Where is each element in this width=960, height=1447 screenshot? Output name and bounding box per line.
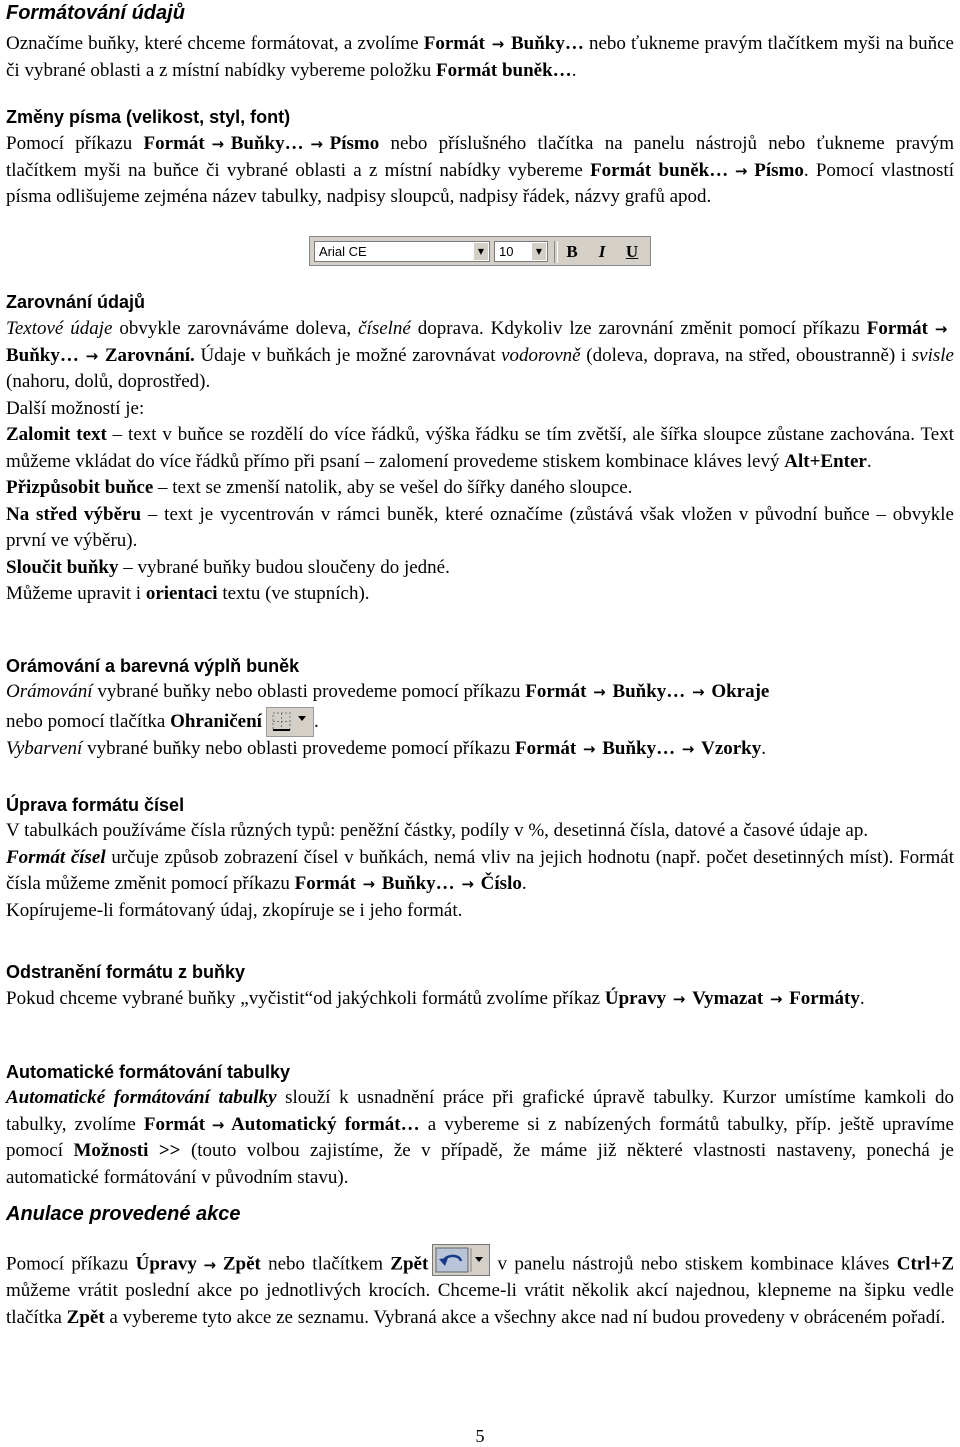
align-section xyxy=(6,316,954,608)
arrow-icon: → xyxy=(934,320,948,338)
numbers-section xyxy=(6,818,954,924)
arrow-icon: → xyxy=(461,875,474,893)
arrow-icon: → xyxy=(582,739,596,758)
page-number: 5 xyxy=(475,1426,485,1446)
arrow-icon: → xyxy=(203,1255,217,1274)
borders-section xyxy=(6,679,954,762)
arrow-icon: → xyxy=(211,1115,225,1134)
arrow-icon: → xyxy=(593,683,606,701)
orientation-paragraph: Můžeme upravit i orientaci textu (ve stupních). xyxy=(6,583,370,604)
intro-paragraph: Označíme buňky, které chceme formátovat, a zvolíme Formát → Buňky… nebo ťukneme pravým tlačítkem myši na buňce či vybrané oblasti a z místní nabídky vybereme položku Formát buněk…. xyxy=(6,33,954,81)
arrow-icon: → xyxy=(362,875,376,893)
undo-button[interactable] xyxy=(432,1244,490,1276)
shrink-paragraph: Přizpůsobit buňce – text se zmenší natolik, aby se vešel do šířky daného sloupce. xyxy=(6,477,633,498)
borders-paragraph-2: nebo pomocí tlačítka Ohraničení . xyxy=(6,704,954,740)
arrow-icon: → xyxy=(211,135,225,153)
undo-heading: Anulace provedené akce xyxy=(6,1203,241,1225)
undo-paragraph: Pomocí příkazu Úpravy → Zpět nebo tlačítkem Zpět v panelu nástrojů nebo stiskem kombinace kláves Ctrl+Z můžeme vrátit poslední akce po jednotlivých krocích. Chceme-li vrátit několik akcí najednou, klepneme na šipku vedle tlačítka Zpět a vybereme tyto akce ze seznamu. Vybraná akce a všechny akce nad ní budou provedeny v obráceném pořadí. xyxy=(6,1244,954,1331)
arrow-icon: → xyxy=(85,346,99,365)
borders-paragraph-1: Orámování vybrané buňky nebo oblasti provedeme pomocí příkazu Formát → Buňky… → Okraje xyxy=(6,679,954,706)
numbers-paragraph-3: Kopírujeme-li formátovaný údaj, zkopíruje se i jeho formát. xyxy=(6,899,463,921)
arrow-icon: → xyxy=(692,683,705,701)
numbers-heading: Úprava formátu čísel xyxy=(6,795,185,815)
italic-button[interactable]: I xyxy=(598,242,606,261)
undo-icon xyxy=(433,1245,489,1275)
arrow-icon: → xyxy=(734,161,748,180)
arrow-icon: → xyxy=(769,990,783,1008)
arrow-icon: → xyxy=(491,35,505,53)
font-paragraph: Pomocí příkazu Formát → Buňky… → Písmo nebo příslušného tlačítka na panelu nástrojů nebo ťukneme pravým tlačítkem myši na buňce či vybrané oblasti a z místní nabídky vybereme Formát buněk… → Písmo. Pomocí vlastností písma odlišujeme zejména název tabulky, nadpisy sloupců, nadpisy řádek, názvy grafů apod. xyxy=(6,133,955,207)
bold-button[interactable]: B xyxy=(566,242,578,261)
chevron-down-icon[interactable]: ▼ xyxy=(532,243,546,260)
auto-heading: Automatické formátování tabulky xyxy=(6,1062,291,1082)
wrap-text-paragraph: Zalomit text – text v buňce se rozdělí do více řádků, výška řádku se tím zvětší, ale šířka sloupce zůstane zachována. Text můžeme vkládat do více řádků přímo při psaní – zalomení provedeme stiskem kombinace kláves levý Alt+Enter. xyxy=(6,424,954,472)
auto-paragraph: Automatické formátování tabulky slouží k usnadnění práce při grafické úpravě tabulky. Kurzor umístíme kamkoli do tabulky, zvolíme Formát → Automatický formát… a vybereme si z nabízených formátů tabulky, příp. ještě upravíme pomocí Možnosti >> (touto volbou zajistíme, že v případě, že máme již některé vlastnosti nastaveny, ponechá je automatické formátování v původním stavu). xyxy=(6,1087,955,1188)
font-name-select[interactable]: Arial CE ▼ xyxy=(314,241,490,262)
merge-paragraph: Sloučit buňky – vybrané buňky budou sloučeny do jedné. xyxy=(6,556,450,578)
borders-button[interactable] xyxy=(266,707,314,737)
page-title: Formátování údajů xyxy=(6,2,185,24)
align-more: Další možností je: xyxy=(6,397,145,419)
align-heading: Zarovnání údajů xyxy=(6,292,146,312)
numbers-paragraph-1: V tabulkách používáme čísla různých typů: peněžní částky, podíly v %, desetinná čísla, datové a časové údaje ap. xyxy=(6,820,869,841)
chevron-down-icon[interactable]: ▼ xyxy=(474,243,488,260)
arrow-icon: → xyxy=(681,739,695,758)
center-selection-paragraph: Na střed výběru – text je vycentrován v rámci buněk, které označíme (zůstává však vložen v původní buňce – obvykle první ve výběru). xyxy=(6,503,954,551)
font-heading: Změny písma (velikost, styl, font) xyxy=(6,107,291,127)
clear-heading: Odstranění formátu z buňky xyxy=(6,962,246,982)
align-paragraph: Textové údaje obvykle zarovnáváme doleva, číselné doprava. Kdykoliv lze zarovnání změnit pomocí příkazu Formát →Buňky… → Zarovnání. Údaje v buňkách je možné zarovnávat vodorovně (doleva, doprava, na střed, oboustranně) i svisle (nahoru, dolů, doprostřed). xyxy=(6,318,954,392)
clear-paragraph: Pokud chceme vybrané buňky „vyčistit“od jakýchkoli formátů zvolíme příkaz Úpravy → Vymazat → Formáty. xyxy=(6,986,954,1013)
font-size-select[interactable]: 10 ▼ xyxy=(494,241,548,262)
arrow-icon: → xyxy=(310,135,323,153)
underline-button[interactable]: U xyxy=(625,242,639,261)
font-toolbar xyxy=(309,236,651,266)
borders-grid-icon xyxy=(267,708,313,736)
arrow-icon: → xyxy=(672,990,686,1008)
borders-paragraph-3: Vybarvení vybrané buňky nebo oblasti provedeme pomocí příkazu Formát → Buňky… → Vzorky. xyxy=(6,736,954,763)
numbers-paragraph-2: Formát čísel určuje způsob zobrazení čísel v buňkách, nemá vliv na jejich hodnotu (např. počet desetinných míst). Formát čísla můžeme změnit pomocí příkazu Formát → Buňky… → Číslo. xyxy=(6,845,954,898)
borders-heading: Orámování a barevná výplň buněk xyxy=(6,656,300,676)
